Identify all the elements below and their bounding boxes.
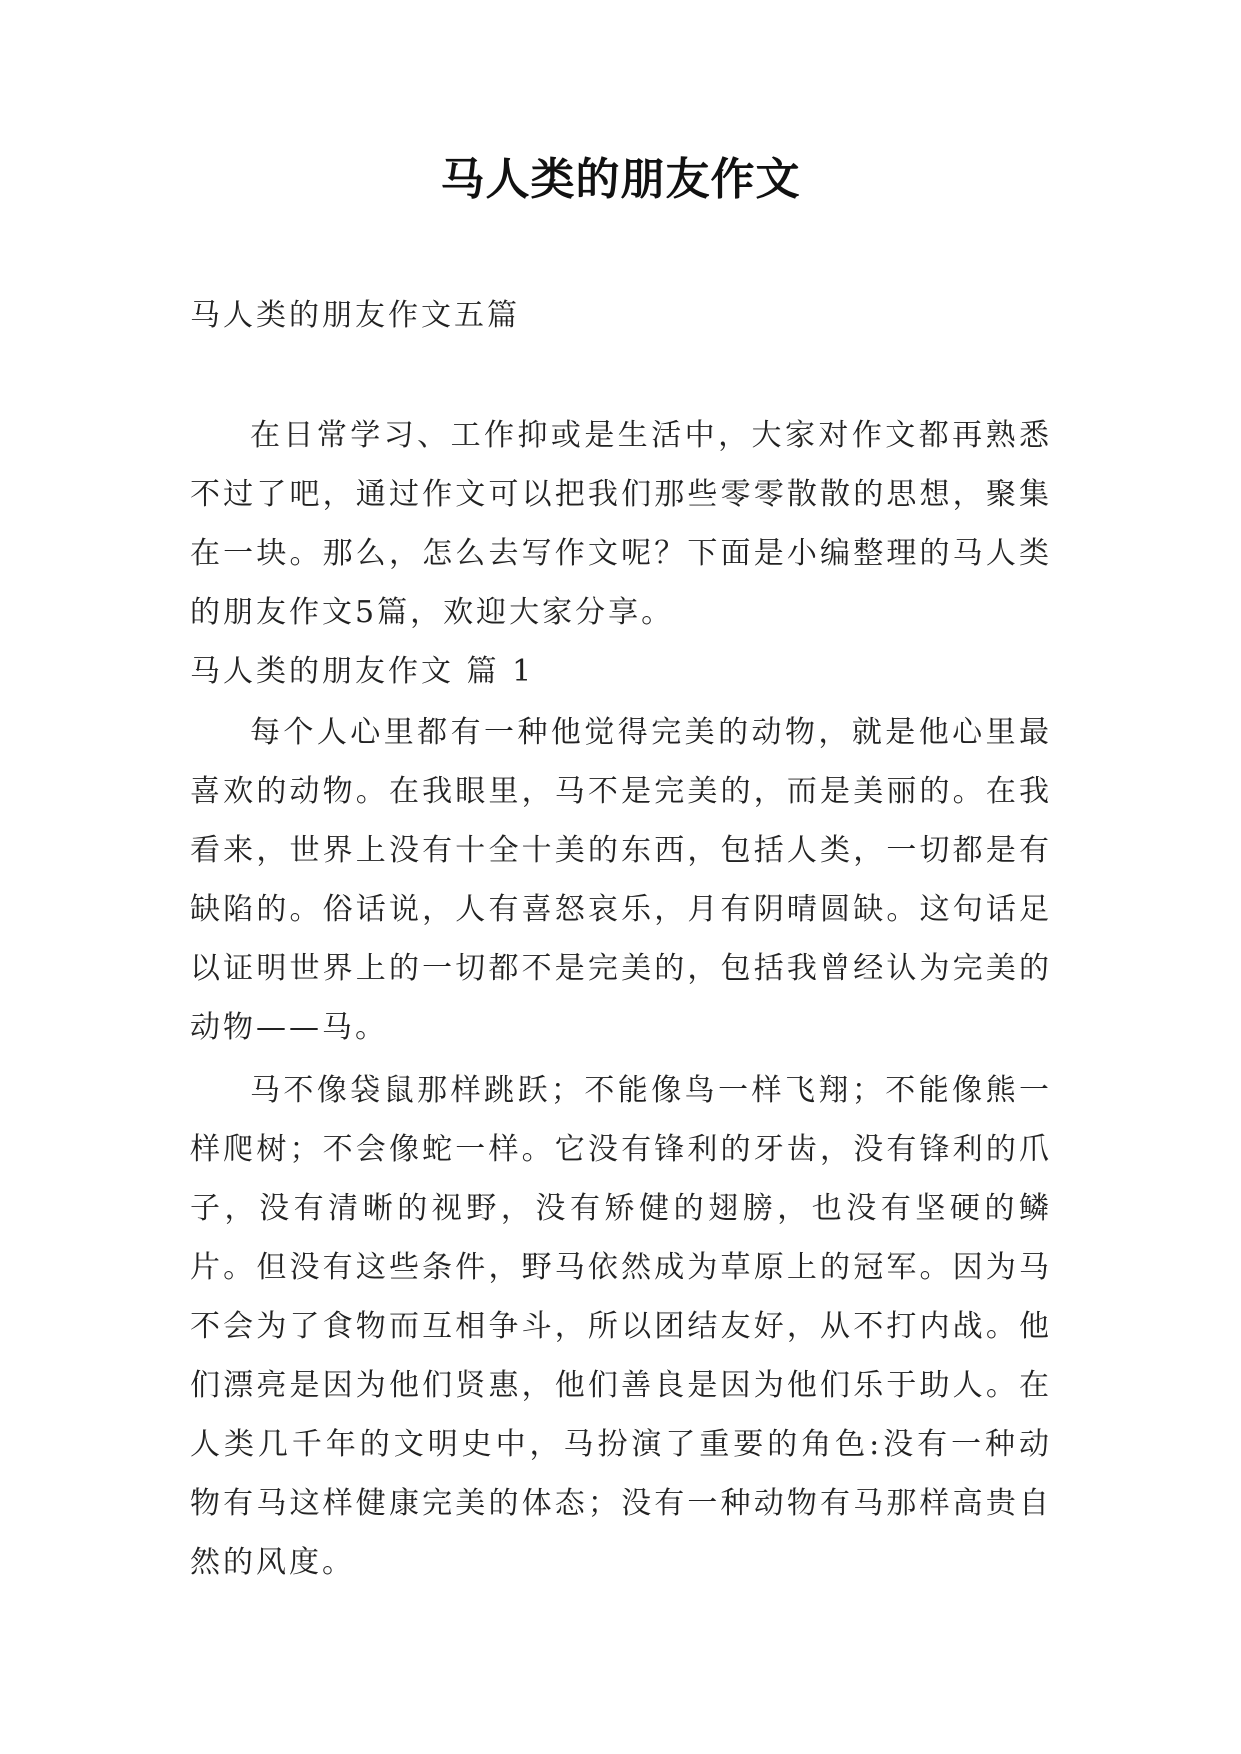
document-body [190,290,1052,1592]
essay-heading: 马人类的朋友作文 篇 1 [190,654,535,689]
document-title: 马人类的朋友作文 [440,154,801,205]
essay-paragraph: 马不像袋鼠那样跳跃；不能像鸟一样飞翔；不能像熊一样爬树；不会像蛇一样。它没有锋利的牙齿，没有锋利的爪子，没有清晰的视野，没有矫健的翅膀，也没有坚硬的鳞片。但没有这些条件，野马依然成为草原上的冠军。因为马不会为了食物而互相争斗，所以团结友好，从不打内战。他们漂亮是因为他们贤惠，他们善良是因为他们乐于助人。在人类几千年的文明史中，马扮演了重要的角色:没有一种动物有马这样健康完美的体态；没有一种动物有马那样高贵自然的风度。 [190,1073,1052,1580]
intro-paragraph: 在日常学习、工作抑或是生活中，大家对作文都再熟悉不过了吧，通过作文可以把我们那些零零散散的思想，聚集在一块。那么，怎么去写作文呢？下面是小编整理的马人类的朋友作文5篇，欢迎大家分享。 [190,418,1052,630]
document-subtitle: 马人类的朋友作文五篇 [190,298,520,333]
essay-paragraph: 每个人心里都有一种他觉得完美的动物，就是他心里最喜欢的动物。在我眼里，马不是完美的，而是美丽的。在我看来，世界上没有十全十美的东西，包括人类，一切都是有缺陷的。俗话说，人有喜怒哀乐，月有阴晴圆缺。这句话足以证明世界上的一切都不是完美的，包括我曾经认为完美的动物——马。 [190,715,1052,1045]
